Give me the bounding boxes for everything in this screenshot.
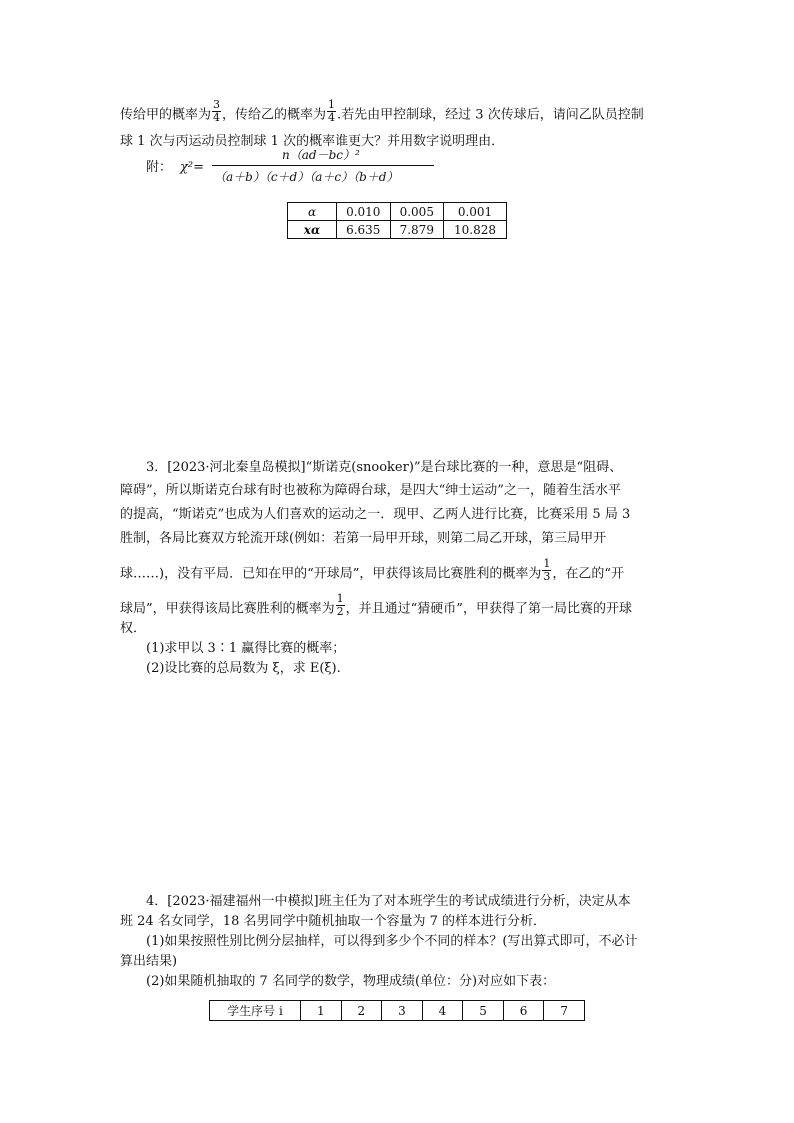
fraction-denominator: 4	[328, 110, 336, 124]
table-header-cell: α	[288, 203, 337, 221]
table-cell: 3	[382, 1001, 423, 1021]
table-cell: 10.828	[444, 221, 507, 239]
table-cell: 7	[544, 1001, 585, 1021]
q3-subquestion-1: (1)求甲以 3∶1 赢得比赛的概率；	[146, 641, 346, 656]
q4-subquestion-1-line1: (1)如果按照性别比例分层抽样，可以得到多少个不同的样本？(写出算式即可，不必计	[146, 934, 638, 949]
table-cell: 6	[503, 1001, 544, 1021]
fraction-three-quarters	[212, 99, 221, 123]
q4-subquestion-1-line2: 算出结果)	[120, 954, 178, 969]
student-index-table	[209, 1000, 585, 1021]
fraction-one-third	[542, 558, 551, 582]
appendix-label: 附：	[146, 160, 173, 175]
fraction-denominator: 4	[213, 110, 221, 124]
fraction-denominator: 3	[543, 569, 551, 583]
q4-line2: 班 24 名女同学，18 名男同学中随机抽取一个容量为 7 的样本进行分析．	[120, 914, 547, 929]
fraction-numerator: 1	[328, 98, 336, 111]
q2-line1	[120, 98, 644, 127]
formula-numerator: n（ad－bc）²	[282, 148, 360, 162]
fraction-denominator: 2	[336, 604, 344, 618]
q3-line6-post: ，并且通过“猜硬币”，甲获得了第一局比赛的开球	[345, 601, 632, 617]
q2-line1-post: .若先由甲控制球，经过 3 次传球后，请问乙队员控制	[337, 107, 644, 123]
table-cell: 7.879	[390, 221, 444, 239]
fraction-one-quarter	[327, 99, 336, 123]
table-cell: 2	[341, 1001, 382, 1021]
table-cell: 0.001	[444, 203, 507, 221]
q3-line3: 的提高，“斯诺克”也成为人们喜欢的运动之一．现甲、乙两人进行比赛，比赛采用 5 局 3	[120, 507, 631, 522]
table-cell: 6.635	[337, 221, 391, 239]
table-row	[288, 203, 507, 221]
fraction-numerator: 1	[543, 557, 551, 570]
q3-line1: 3．[2023·河北秦皇岛模拟]“斯诺克(snooker)”是台球比赛的一种，意思是“阻碍、	[146, 460, 623, 475]
table-row	[210, 1001, 585, 1021]
q3-line2: 障碍”，所以斯诺克台球有时也被称为障碍台球，是四大“绅士运动”之一，随着生活水平	[120, 483, 621, 498]
table-row	[288, 221, 507, 239]
q2-line1-mid: ，传给乙的概率为	[222, 107, 327, 123]
q3-line5-pre: 球……)，没有平局．已知在甲的“开球局”，甲获得该局比赛胜利的概率为	[120, 566, 542, 582]
critical-value-table	[287, 202, 507, 239]
chi-square-lhs: χ²=	[180, 160, 204, 175]
q3-line5-post: ，在乙的“开	[552, 566, 625, 582]
q4-line1: 4．[2023·福建福州一中模拟]班主任为了对本班学生的考试成绩进行分析，决定从本	[146, 894, 631, 909]
q2-line1-pre: 传给甲的概率为	[120, 107, 212, 123]
fraction-numerator: 3	[213, 98, 221, 111]
formula-fraction-bar	[212, 165, 434, 166]
table-cell: 5	[463, 1001, 504, 1021]
q2-line2: 球 1 次与丙运动员控制球 1 次的概率谁更大？并用数字说明理由．	[120, 134, 505, 149]
q3-line4: 胜制，各局比赛双方轮流开球(例如：若第一局甲开球，则第二局乙开球，第三局甲开	[120, 531, 607, 546]
q3-subquestion-2: (2)设比赛的总局数为 ξ，求 E(ξ).	[146, 661, 341, 676]
table-header-cell: 学生序号 i	[210, 1001, 301, 1021]
table-cell: 4	[422, 1001, 463, 1021]
fraction-numerator: 1	[336, 592, 344, 605]
q3-line6-pre: 球局”，甲获得该局比赛胜利的概率为	[120, 601, 335, 617]
fraction-one-half	[336, 593, 345, 617]
table-cell: 0.010	[337, 203, 391, 221]
q3-line5	[120, 557, 625, 586]
table-cell: 0.005	[390, 203, 444, 221]
table-header-cell: xα	[288, 221, 337, 239]
q3-line6	[120, 592, 632, 621]
q4-subquestion-2: (2)如果随机抽取的 7 名同学的数学，物理成绩(单位：分)对应如下表：	[146, 974, 556, 989]
table-cell: 1	[301, 1001, 342, 1021]
q3-line7: 权．	[120, 621, 147, 636]
formula-denominator: （a＋b）（c＋d）（a＋c）（b＋d）	[214, 170, 399, 184]
